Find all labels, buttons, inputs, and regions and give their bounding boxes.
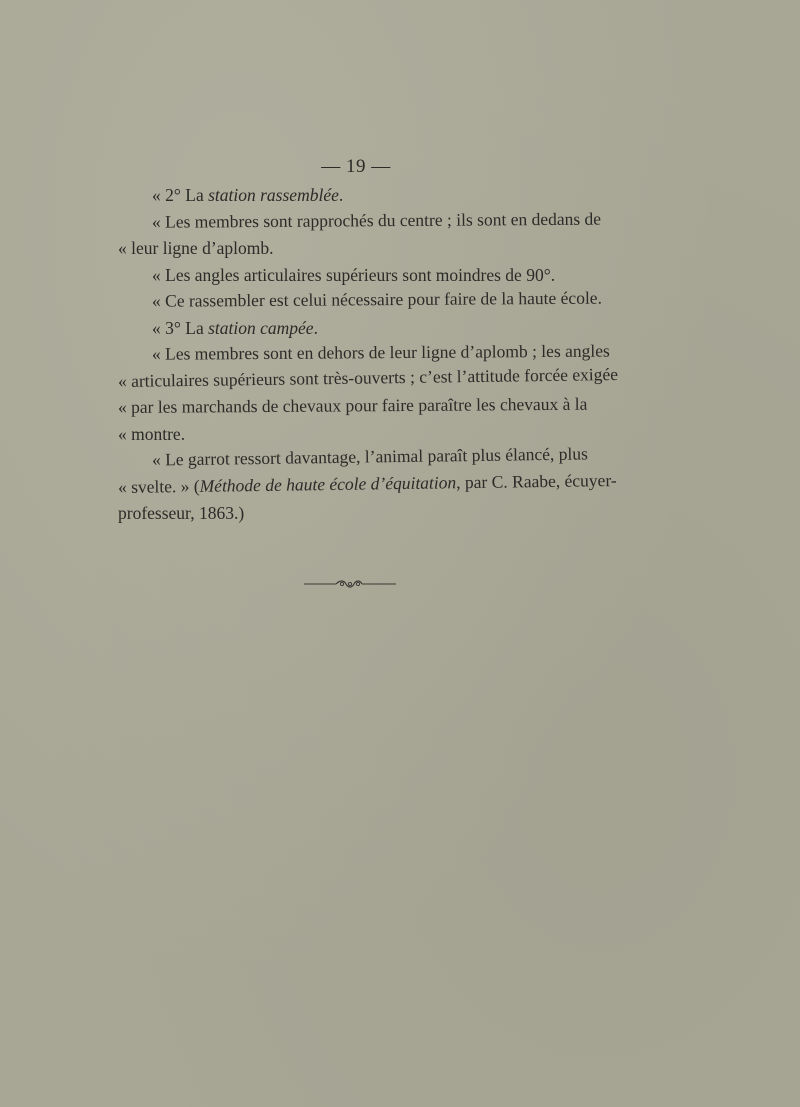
body-text <box>117 182 619 527</box>
italic-term: station campée <box>208 317 314 338</box>
tailpiece-ornament-icon <box>304 576 396 592</box>
text-line <box>118 182 578 209</box>
text-line: « par les marchands de chevaux pour faire paraître les chevaux à la <box>117 393 588 417</box>
page-number: — 19 — <box>321 156 391 177</box>
text-span: « svelte. » ( <box>117 475 200 497</box>
text-line: professeur, 1863.) <box>118 503 245 523</box>
text-span: , par C. Raabe, écuyer- <box>456 469 617 492</box>
text-line: « Ce rassembler est celui nécessaire pour faire de la haute école. <box>151 287 602 311</box>
text-span: . <box>313 317 318 338</box>
text-line: « leur ligne d’aplomb. <box>118 238 274 258</box>
text-span: . <box>338 185 344 205</box>
text-line: « Les membres sont en dehors de leur ligne d’aplomb ; les angles <box>151 340 610 364</box>
text-line: « Les membres sont rapprochés du centre ; ils sont en dedans de <box>151 208 602 232</box>
text-line <box>118 315 578 342</box>
italic-citation: Méthode de haute école d’équitation <box>199 471 457 496</box>
text-line: « Le garrot ressort davantage, l’animal paraît plus élancé, plus <box>151 443 588 470</box>
italic-term: station rassemblée <box>208 185 339 205</box>
text-line: « Les angles articulaires supérieurs sont moindres de 90°. <box>152 264 556 285</box>
text-line: « articulaires supérieurs sont très-ouverts ; c’est l’attitude forcée exigée <box>117 363 619 391</box>
text-span: « 3° La <box>152 317 209 338</box>
text-line: « montre. <box>118 423 186 444</box>
text-span: « 2° La <box>152 185 209 205</box>
